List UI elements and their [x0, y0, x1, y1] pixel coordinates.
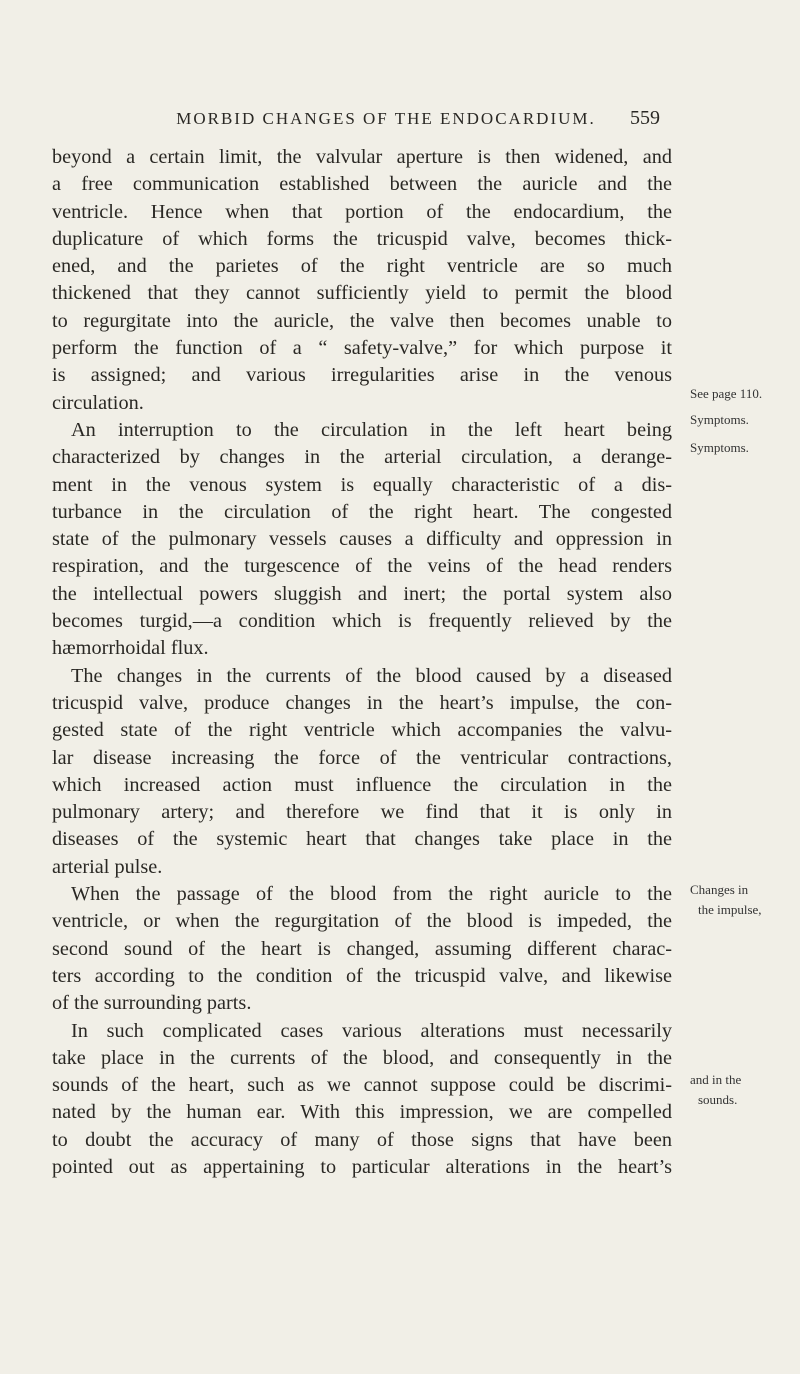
running-header: [112, 109, 660, 129]
running-title: MORBID CHANGES OF THE ENDOCARDIUM.: [176, 109, 596, 128]
page-number: 559: [630, 107, 660, 129]
margin-note: Changes in: [690, 882, 749, 897]
text-line: ventricle, or when the regurgitation of the blood is impeded, the: [52, 910, 672, 933]
text-line: An interruption to the circulation in the left heart being: [71, 418, 672, 441]
text-line: respiration, and the turgescence of the veins of the head renders: [52, 555, 672, 578]
text-line: diseases of the systemic heart that changes take place in the: [52, 828, 672, 851]
text-line: arterial pulse.: [52, 855, 163, 878]
text-line: thickened that they cannot sufficiently yield to permit the blood: [52, 282, 672, 305]
text-line: of the surrounding parts.: [52, 992, 252, 1015]
text-line: pointed out as appertaining to particular alterations in the heart’s: [52, 1155, 672, 1178]
text-line: to regurgitate into the auricle, the valve then becomes unable to: [52, 309, 672, 332]
text-line: sounds of the heart, such as we cannot suppose could be discrimi-: [52, 1074, 672, 1097]
text-line: ment in the venous system is equally characteristic of a dis-: [52, 473, 672, 496]
text-line: which increased action must influence the circulation in the: [52, 773, 672, 796]
text-line: becomes turgid,—a condition which is frequently relieved by the: [52, 610, 672, 633]
text-line: turbance in the circulation of the right heart. The congested: [52, 500, 672, 523]
text-line: hæmorrhoidal flux.: [52, 637, 209, 660]
text-line: The changes in the currents of the blood caused by a diseased: [71, 664, 672, 687]
text-line: circulation.: [52, 391, 144, 414]
margin-note: and in the: [690, 1072, 742, 1087]
text-line: lar disease increasing the force of the ventricular contractions,: [52, 746, 672, 769]
text-line: duplicature of which forms the tricuspid valve, becomes thick-: [52, 227, 672, 250]
text-line: second sound of the heart is changed, assuming different charac-: [52, 937, 672, 960]
body-text: [52, 144, 672, 1181]
text-line: a free communication established between the auricle and the: [52, 173, 672, 196]
text-line: ters according to the condition of the tricuspid valve, and likewise: [52, 964, 672, 987]
text-line: In such complicated cases various alterations must necessarily: [71, 1019, 672, 1042]
text-line: take place in the currents of the blood, and consequently in the: [52, 1046, 672, 1069]
margin-note: the impulse,: [698, 902, 762, 917]
text-line: state of the pulmonary vessels causes a difficulty and oppression in: [52, 528, 672, 551]
margin-note: Symptoms.: [690, 440, 749, 455]
margin-note: Symptoms.: [690, 412, 749, 427]
text-line: pulmonary artery; and therefore we find that it is only in: [52, 801, 672, 824]
text-line: the intellectual powers sluggish and inert; the portal system also: [52, 582, 672, 605]
text-line: perform the function of a “ safety-valve,” for which purpose it: [52, 337, 672, 360]
text-line: gested state of the right ventricle which accompanies the valvu-: [52, 719, 672, 742]
text-line: to doubt the accuracy of many of those signs that have been: [52, 1128, 672, 1151]
text-line: nated by the human ear. With this impression, we are compelled: [52, 1101, 672, 1124]
text-line: ventricle. Hence when that portion of the endocardium, the: [52, 200, 672, 223]
text-line: When the passage of the blood from the right auricle to the: [71, 883, 672, 906]
text-line: ened, and the parietes of the right ventricle are so much: [52, 255, 672, 278]
margin-note: sounds.: [698, 1092, 738, 1107]
text-line: tricuspid valve, produce changes in the heart’s impulse, the con-: [52, 691, 672, 714]
text-line: is assigned; and various irregularities arise in the venous: [52, 364, 672, 387]
text-line: characterized by changes in the arterial circulation, a derange-: [52, 446, 672, 469]
margin-note: See page 110.: [690, 386, 763, 401]
text-line: beyond a certain limit, the valvular aperture is then widened, and: [52, 146, 672, 168]
